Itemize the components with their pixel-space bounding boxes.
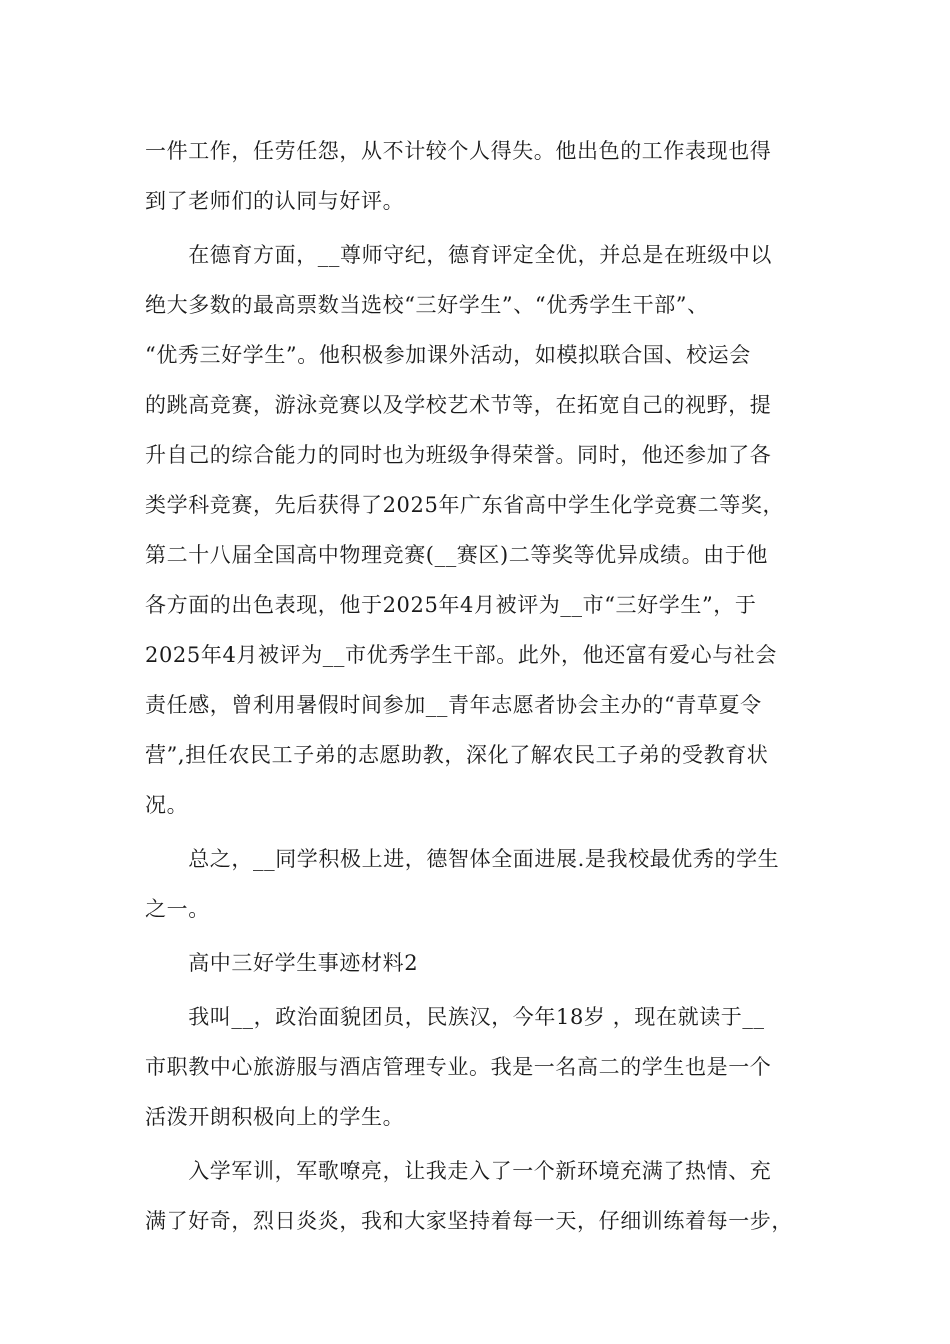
- text-line: 绝大多数的最高票数当选校“三好学生”、“优秀学生干部”、: [145, 293, 709, 317]
- text-line: “优秀三好学生”。他积极参加课外活动，如模拟联合国、校运会: [145, 343, 751, 367]
- text-line: 责任感，曾利用暑假时间参加__青年志愿者协会主办的“青草夏令: [145, 693, 762, 717]
- text-line: 类学科竞赛，先后获得了2025年广东省高中学生化学竞赛二等奖，: [145, 493, 785, 517]
- text-line: 我叫__，政治面貌团员，民族汉，今年18岁 ，现在就读于__: [145, 1005, 765, 1029]
- document-body: [145, 126, 817, 1246]
- section-heading: 高中三好学生事迹材料2: [145, 951, 419, 975]
- text-line: 活泼开朗积极向上的学生。: [145, 1105, 405, 1129]
- text-line: 营”,担任农民工子弟的志愿助教，深化了解农民工子弟的受教育状: [145, 743, 769, 767]
- text-line: 市职教中心旅游服与酒店管理专业。我是一名高二的学生也是一个: [145, 1055, 772, 1079]
- text-line: 第二十八届全国高中物理竞赛(__赛区)二等奖等优异成绩。由于他: [145, 543, 768, 567]
- text-line: 之一。: [145, 897, 210, 921]
- text-line: 到了老师们的认同与好评。: [145, 189, 405, 213]
- text-line: 的跳高竞赛，游泳竞赛以及学校艺术节等，在拓宽自己的视野，提: [145, 393, 772, 417]
- text-line: 各方面的出色表现，他于2025年4月被评为__市“三好学生”，于: [145, 593, 757, 617]
- text-line: 总之，__同学积极上进，德智体全面进展.是我校最优秀的学生: [145, 847, 780, 871]
- text-line: 在德育方面，__尊师守纪，德育评定全优，并总是在班级中以: [145, 243, 772, 267]
- text-line: 升自己的综合能力的同时也为班级争得荣誉。同时，他还参加了各: [145, 443, 772, 467]
- text-line: 一件工作，任劳任怨，从不计较个人得失。他出色的工作表现也得: [145, 139, 772, 163]
- text-line: 况。: [145, 793, 189, 817]
- text-line: 满了好奇，烈日炎炎，我和大家坚持着每一天，仔细训练着每一步，: [145, 1209, 793, 1233]
- text-line: 2025年4月被评为__市优秀学生干部。此外，他还富有爱心与社会: [145, 643, 778, 667]
- text-line: 入学军训，军歌嘹亮，让我走入了一个新环境充满了热情、充: [145, 1159, 772, 1183]
